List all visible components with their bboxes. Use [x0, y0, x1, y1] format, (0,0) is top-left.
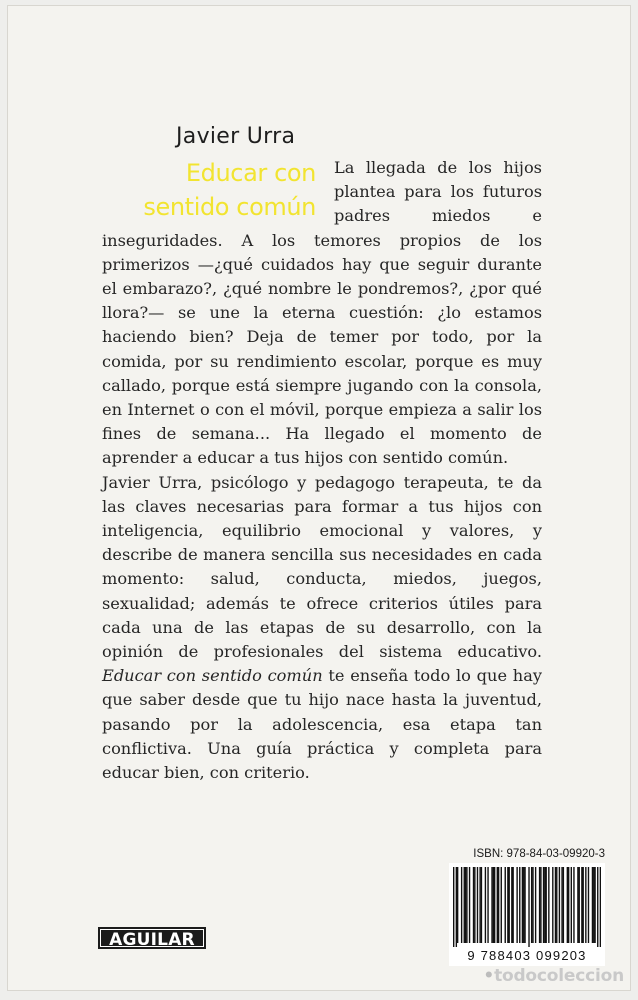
barcode-bar [540, 867, 541, 943]
barcode-bar [519, 867, 520, 943]
barcode-bar [469, 867, 470, 943]
barcode-bar [561, 867, 562, 943]
barcode-bar [523, 867, 524, 943]
barcode-bar [509, 867, 510, 943]
barcode-bar [528, 867, 529, 947]
barcode-bar [531, 867, 532, 943]
title-spacer [102, 156, 334, 228]
barcode-bar [464, 867, 465, 943]
watermark [483, 966, 624, 986]
barcode-bar [579, 867, 580, 943]
barcode-bar [548, 867, 549, 943]
barcode-bar [505, 867, 506, 943]
barcode-bar [473, 867, 474, 943]
barcode-bar [600, 867, 601, 947]
barcode-bar [567, 867, 568, 943]
watermark-text: todocoleccion [494, 966, 624, 986]
barcode-bar [522, 867, 523, 943]
barcode-bar [543, 867, 544, 943]
author-name: Javier Urra [176, 124, 296, 149]
barcode [449, 863, 605, 947]
barcode-bar [497, 867, 498, 943]
barcode-bar [573, 867, 574, 943]
barcode-bar [524, 867, 525, 943]
barcode-bar [592, 867, 593, 943]
isbn-label: ISBN: 978-84-03-09920-3 [473, 848, 605, 860]
barcode-bar [585, 867, 586, 943]
barcode-bar [588, 867, 589, 943]
synopsis-paragraph-2 [102, 471, 542, 786]
barcode-bar [477, 867, 478, 943]
barcode-bar [461, 867, 462, 943]
barcode-number: 9 788403 099203 [449, 947, 605, 966]
barcode-bar [552, 867, 553, 943]
barcode-bar [593, 867, 594, 943]
barcode-bar [532, 867, 533, 943]
barcode-bar [597, 867, 598, 947]
barcode-bar [481, 867, 482, 943]
barcode-bars [453, 867, 601, 947]
barcode-bar [511, 867, 512, 943]
watermark-dot-icon: • [483, 966, 495, 986]
synopsis [102, 156, 542, 785]
barcode-bar [546, 867, 547, 943]
barcode-bar [498, 867, 499, 943]
barcode-bar [457, 867, 458, 943]
book-title-line-1: Educar con [185, 159, 316, 187]
barcode-bar [563, 867, 564, 943]
barcode-bar [583, 867, 584, 943]
synopsis-paragraph-2-end: te enseña todo lo que hay que saber desde que tu hijo nace hasta la juventud, pasando por la adolescencia, esa etapa tan conflictiva. Una guía práctica y completa para educar bien, con criterio. [102, 666, 542, 783]
book-title-line-2: sentido común [143, 193, 316, 221]
barcode-bar [594, 867, 595, 943]
barcode-bar [501, 867, 502, 943]
synopsis-paragraph-1: La llegada de los hijos plantea para los futuros padres miedos e inseguridades. A los temores propios de los primerizos —¿qué cuidados hay que seguir durante el embarazo?, ¿qué nombre le pondremos?, ¿por qué llora?— se une la eterna cuestión: ¿lo estamos haciendo bien? Deja de temer por todo, por la comida, por su rendimiento escolar, porque es muy callado, porque está siempre jugando con la consola, en Internet o con el móvil, porque empieza a salir los fines de semana... Ha llegado el momento de aprender a educar a tus hijos con sentido común. [102, 158, 542, 468]
barcode-bar [494, 867, 495, 943]
barcode-block [449, 848, 605, 966]
barcode-bar [493, 867, 494, 943]
barcode-bar [581, 867, 582, 943]
publisher-logo: AGUILAR [98, 927, 206, 949]
barcode-bar [479, 867, 480, 943]
barcode-bar [556, 867, 557, 943]
barcode-bar [485, 867, 486, 943]
barcode-bar [465, 867, 466, 943]
barcode-bar [474, 867, 475, 943]
barcode-bar [571, 867, 572, 943]
barcode-bar [487, 867, 488, 943]
barcode-bar [456, 867, 457, 947]
synopsis-book-title-italic: Educar con sentido común [102, 666, 323, 686]
barcode-bar [512, 867, 513, 943]
barcode-bar [466, 867, 467, 943]
barcode-bar [555, 867, 556, 943]
barcode-bar [559, 867, 560, 943]
barcode-bar [535, 867, 536, 943]
synopsis-paragraph-2-start: Javier Urra, psicólogo y pedagogo terapeuta, te da las claves necesarias para formar a tus hijos con inteligencia, equilibrio emocional y valores, y describe de manera sencilla sus necesidades en cada momento: salud, conducta, miedos, juegos, sexualidad; además te ofrece criterios útiles para cada una de las etapas de su desarrollo, con la opinión de profesionales del sistema educativo. [102, 472, 542, 662]
barcode-bar [516, 867, 517, 943]
barcode-bar [491, 867, 492, 943]
barcode-bar [577, 867, 578, 943]
barcode-bar [453, 867, 454, 947]
barcode-bar [544, 867, 545, 943]
barcode-bar [507, 867, 508, 943]
barcode-bar [568, 867, 569, 943]
barcode-bar [539, 867, 540, 943]
